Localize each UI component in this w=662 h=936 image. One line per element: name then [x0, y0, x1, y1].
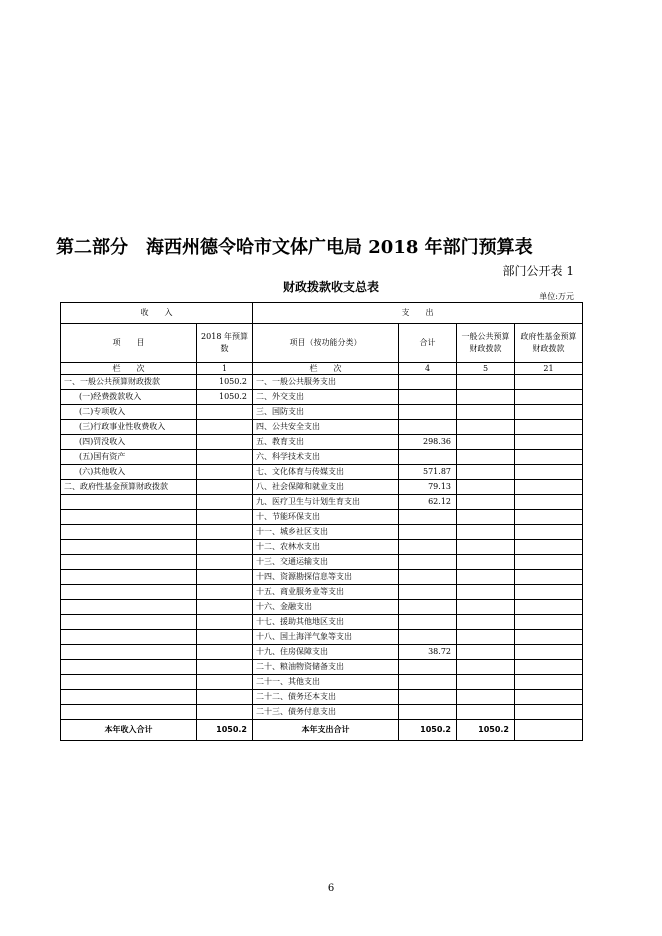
expense-general [457, 570, 515, 585]
expense-total [399, 705, 457, 720]
expense-total [399, 570, 457, 585]
expense-total: 38.72 [399, 645, 457, 660]
col-num-5: 5 [457, 363, 515, 375]
income-item [61, 645, 197, 660]
section-header-row [61, 303, 583, 324]
income-value [197, 615, 253, 630]
expense-general-value: 1050.2 [457, 720, 515, 741]
income-value [197, 540, 253, 555]
income-value [197, 480, 253, 495]
table-row [61, 690, 583, 705]
column-header-row [61, 324, 583, 363]
income-value [197, 630, 253, 645]
expense-total [399, 630, 457, 645]
expense-fund [515, 435, 583, 450]
income-item: (四)罚没收入 [61, 435, 197, 450]
col-num-4: 4 [399, 363, 457, 375]
expense-fund [515, 390, 583, 405]
expense-item: 二十二、债务还本支出 [253, 690, 399, 705]
expense-item: 一、一般公共服务支出 [253, 375, 399, 390]
table-row [61, 435, 583, 450]
income-item [61, 555, 197, 570]
table-row [61, 510, 583, 525]
unit-label: 单位:万元 [539, 292, 574, 301]
table-reference: 部门公开表 1 [502, 264, 574, 278]
expense-fund [515, 495, 583, 510]
table-row [61, 660, 583, 675]
expense-general [457, 630, 515, 645]
expense-header: 支 出 [253, 303, 583, 324]
income-item: 二、政府性基金预算财政拨款 [61, 480, 197, 495]
expense-general [457, 705, 515, 720]
col-num-1: 1 [197, 363, 253, 375]
expense-total: 571.87 [399, 465, 457, 480]
expense-total-label: 本年支出合计 [253, 720, 399, 741]
expense-item: 十一、城乡社区支出 [253, 525, 399, 540]
expense-item: 十五、商业服务业等支出 [253, 585, 399, 600]
expense-fund-value [515, 720, 583, 741]
gov-fund-header: 政府性基金预算财政拨款 [515, 324, 583, 363]
expense-fund [515, 420, 583, 435]
income-item [61, 510, 197, 525]
income-value [197, 465, 253, 480]
income-item: (二)专项收入 [61, 405, 197, 420]
income-value [197, 510, 253, 525]
income-item: (一)经费拨款收入 [61, 390, 197, 405]
expense-item: 十二、农林水支出 [253, 540, 399, 555]
expense-item: 七、文化体育与传媒支出 [253, 465, 399, 480]
table-row [61, 705, 583, 720]
income-value [197, 690, 253, 705]
expense-item: 八、社会保障和就业支出 [253, 480, 399, 495]
expense-fund [515, 450, 583, 465]
income-value [197, 420, 253, 435]
expense-item: 二十三、债务付息支出 [253, 705, 399, 720]
expense-total: 62.12 [399, 495, 457, 510]
expense-item: 十九、住房保障支出 [253, 645, 399, 660]
income-value [197, 495, 253, 510]
expense-fund [515, 660, 583, 675]
expense-general [457, 405, 515, 420]
expense-general [457, 585, 515, 600]
expense-fund [515, 600, 583, 615]
expense-general [457, 390, 515, 405]
income-item [61, 660, 197, 675]
expense-total [399, 615, 457, 630]
income-item [61, 600, 197, 615]
income-item: (三)行政事业性收费收入 [61, 420, 197, 435]
expense-fund [515, 690, 583, 705]
expense-fund [515, 555, 583, 570]
expense-general [457, 555, 515, 570]
expense-total: 298.36 [399, 435, 457, 450]
income-value [197, 645, 253, 660]
income-value [197, 435, 253, 450]
page-heading: 第二部分 海西州德令哈市文体广电局 2018 年部门预算表 [56, 237, 533, 258]
expense-total [399, 375, 457, 390]
expense-general [457, 420, 515, 435]
expense-total-value: 1050.2 [399, 720, 457, 741]
income-value: 1050.2 [197, 375, 253, 390]
expense-fund [515, 510, 583, 525]
income-item [61, 495, 197, 510]
expense-item: 十四、资源勘探信息等支出 [253, 570, 399, 585]
expense-total [399, 525, 457, 540]
table-row [61, 480, 583, 495]
expense-item: 五、教育支出 [253, 435, 399, 450]
table-row [61, 540, 583, 555]
expense-item: 十三、交通运输支出 [253, 555, 399, 570]
expense-item: 二、外交支出 [253, 390, 399, 405]
expense-item: 三、国防支出 [253, 405, 399, 420]
total-row [61, 720, 583, 741]
col-label-right: 栏 次 [253, 363, 399, 375]
expense-total [399, 555, 457, 570]
expense-general [457, 600, 515, 615]
table-row [61, 555, 583, 570]
income-item [61, 525, 197, 540]
income-item [61, 675, 197, 690]
income-value [197, 660, 253, 675]
expense-general [457, 660, 515, 675]
expense-fund [515, 525, 583, 540]
expense-general [457, 690, 515, 705]
page-number: 6 [327, 883, 335, 894]
expense-total [399, 675, 457, 690]
income-value [197, 555, 253, 570]
expense-fund [515, 540, 583, 555]
expense-item: 十七、援助其他地区支出 [253, 615, 399, 630]
income-value: 1050.2 [197, 390, 253, 405]
income-value [197, 585, 253, 600]
income-item [61, 540, 197, 555]
income-total-value: 1050.2 [197, 720, 253, 741]
income-item [61, 630, 197, 645]
expense-general [457, 495, 515, 510]
table-row [61, 615, 583, 630]
table-row [61, 390, 583, 405]
expense-item: 十、节能环保支出 [253, 510, 399, 525]
general-public-header: 一般公共预算财政拨款 [457, 324, 515, 363]
expense-general [457, 525, 515, 540]
income-value [197, 405, 253, 420]
income-value [197, 675, 253, 690]
table-row [61, 645, 583, 660]
column-number-row [61, 363, 583, 375]
table-row [61, 465, 583, 480]
table-row [61, 375, 583, 390]
expense-general [457, 480, 515, 495]
expense-fund [515, 645, 583, 660]
func-item-header: 项目（按功能分类） [253, 324, 399, 363]
income-value [197, 705, 253, 720]
income-item [61, 615, 197, 630]
expense-item: 二十一、其他支出 [253, 675, 399, 690]
total-header: 合计 [399, 324, 457, 363]
expense-item: 六、科学技术支出 [253, 450, 399, 465]
table-row [61, 570, 583, 585]
expense-item: 十八、国土海洋气象等支出 [253, 630, 399, 645]
expense-total [399, 420, 457, 435]
expense-total [399, 600, 457, 615]
budget2018-header: 2018 年预算数 [197, 324, 253, 363]
expense-fund [515, 675, 583, 690]
table-row [61, 450, 583, 465]
expense-total [399, 690, 457, 705]
expense-general [457, 375, 515, 390]
table-row [61, 630, 583, 645]
expense-total [399, 450, 457, 465]
expense-total [399, 660, 457, 675]
expense-item: 二十、粮油物资储备支出 [253, 660, 399, 675]
expense-fund [515, 480, 583, 495]
expense-fund [515, 615, 583, 630]
expense-total [399, 585, 457, 600]
table-row [61, 585, 583, 600]
expense-total [399, 405, 457, 420]
income-item: (五)国有资产 [61, 450, 197, 465]
table-row [61, 405, 583, 420]
expense-item: 四、公共安全支出 [253, 420, 399, 435]
income-value [197, 600, 253, 615]
expense-general [457, 540, 515, 555]
income-item [61, 690, 197, 705]
expense-fund [515, 570, 583, 585]
col-num-21: 21 [515, 363, 583, 375]
expense-general [457, 615, 515, 630]
expense-total [399, 390, 457, 405]
expense-general [457, 435, 515, 450]
expense-general [457, 450, 515, 465]
income-value [197, 570, 253, 585]
income-value [197, 525, 253, 540]
table-row [61, 525, 583, 540]
income-item: (六)其他收入 [61, 465, 197, 480]
expense-item: 九、医疗卫生与计划生育支出 [253, 495, 399, 510]
expense-total: 79.13 [399, 480, 457, 495]
expense-general [457, 510, 515, 525]
expense-fund [515, 705, 583, 720]
budget-table [60, 302, 583, 741]
table-row [61, 675, 583, 690]
income-item [61, 585, 197, 600]
expense-fund [515, 630, 583, 645]
table-row [61, 600, 583, 615]
expense-fund [515, 375, 583, 390]
table-row [61, 420, 583, 435]
expense-fund [515, 585, 583, 600]
expense-total [399, 540, 457, 555]
expense-fund [515, 405, 583, 420]
income-total-label: 本年收入合计 [61, 720, 197, 741]
income-header: 收 入 [61, 303, 253, 324]
table-row [61, 495, 583, 510]
item-header: 项 目 [61, 324, 197, 363]
income-item [61, 705, 197, 720]
expense-general [457, 645, 515, 660]
income-item [61, 570, 197, 585]
income-value [197, 450, 253, 465]
col-label-left: 栏 次 [61, 363, 197, 375]
expense-general [457, 465, 515, 480]
expense-fund [515, 465, 583, 480]
expense-item: 十六、金融支出 [253, 600, 399, 615]
income-item: 一、一般公共预算财政拨款 [61, 375, 197, 390]
expense-general [457, 675, 515, 690]
expense-total [399, 510, 457, 525]
table-title: 财政拨款收支总表 [282, 280, 379, 294]
